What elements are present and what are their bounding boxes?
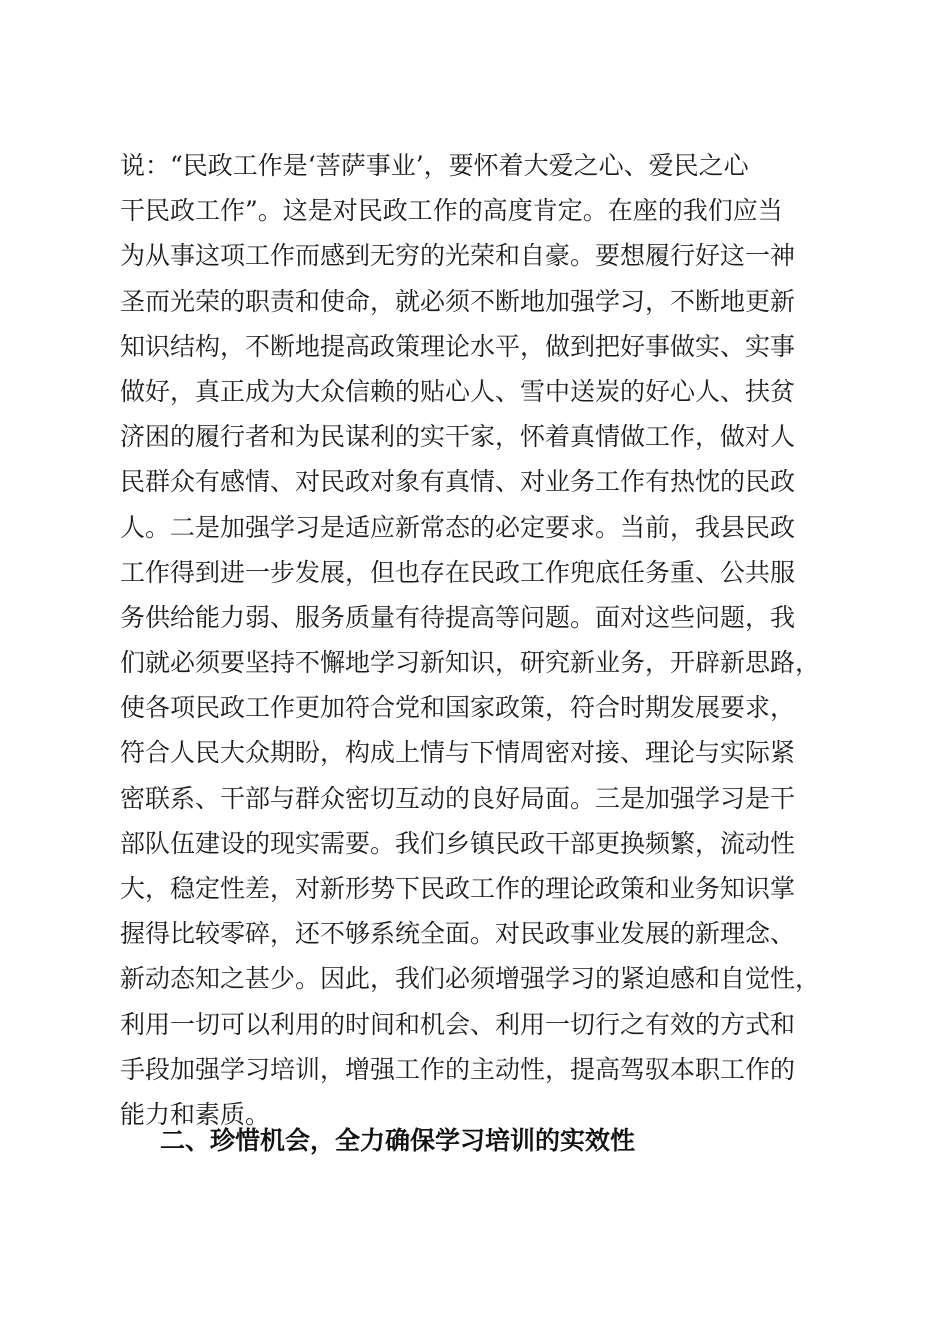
body-line: 手段加强学习培训，增强工作的主动性，提高驾驭本职工作的 [120,1054,796,1084]
body-line: 人。二是加强学习是适应新常态的必定要求。当前，我县民政 [120,512,796,542]
body-line: 务供给能力弱、服务质量有待提高等问题。面对这些问题，我 [120,602,796,632]
section-heading: 二、珍惜机会，全力确保学习培训的实效性 [160,1126,636,1155]
body-line: 说：“民政工作是‘菩萨事业’，要怀着大爱之心、爱民之心 [120,151,749,180]
body-line: 工作得到进一步发展，但也存在民政工作兜底任务重、公共服 [120,557,796,587]
body-line: 使各项民政工作更加符合党和国家政策，符合时期发展要求， [120,693,796,723]
body-line: 密联系、干部与群众密切互动的良好局面。三是加强学习是干 [120,783,796,813]
body-line: 为从事这项工作而感到无穷的光荣和自豪。要想履行好这一神 [120,241,796,271]
body-line: 干民政工作”。这是对民政工作的高度肯定。在座的我们应当 [120,196,783,226]
body-line: 民群众有感情、对民政对象有真情、对业务工作有热忱的民政 [120,467,796,497]
body-line: 们就必须要坚持不懈地学习新知识，研究新业务，开辟新思路， [120,648,821,678]
body-line: 利用一切可以利用的时间和机会、利用一切行之有效的方式和 [120,1009,796,1039]
body-line: 圣而光荣的职责和使命，就必须不断地加强学习，不断地更新 [120,286,796,316]
body-paragraph [120,143,840,1137]
body-line: 能力和素质。 [120,1099,271,1129]
body-line: 济困的履行者和为民谋利的实干家，怀着真情做工作，做对人 [120,422,796,452]
body-line: 知识结构，不断地提高政策理论水平，做到把好事做实、实事 [120,331,796,361]
body-line: 做好，真正成为大众信赖的贴心人、雪中送炭的好心人、扶贫 [120,376,796,406]
body-line: 符合人民大众期盼，构成上情与下情周密对接、理论与实际紧 [120,738,796,768]
body-line: 大，稳定性差，对新形势下民政工作的理论政策和业务知识掌 [120,874,796,903]
body-line: 新动态知之甚少。因此，我们必须增强学习的紧迫感和自觉性， [120,964,821,994]
body-line: 部队伍建设的现实需要。我们乡镇民政干部更换频繁，流动性 [120,828,796,858]
body-line: 握得比较零碎，还不够系统全面。对民政事业发展的新理念、 [120,919,796,949]
